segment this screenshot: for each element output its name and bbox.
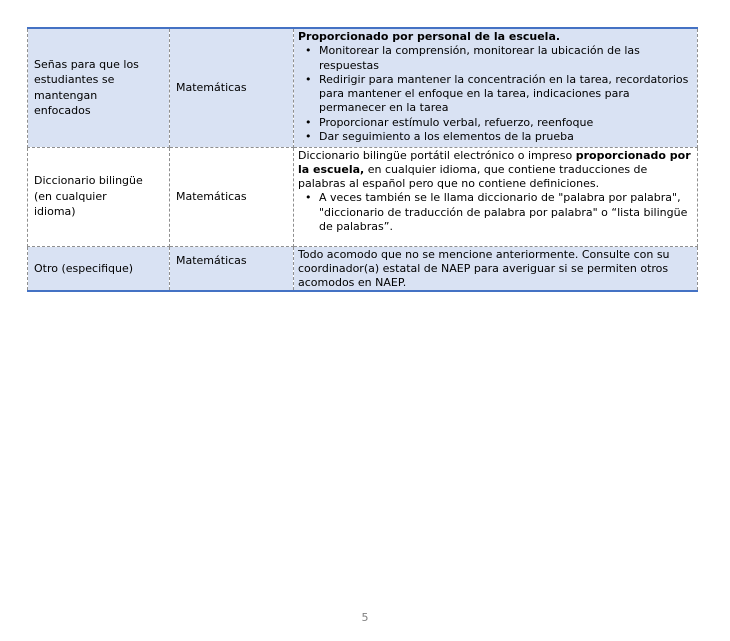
subject-label: Matemáticas [176, 190, 247, 203]
table-row [28, 28, 698, 147]
subject-cell [170, 147, 294, 246]
description-bold-text: proporcionado por la escuela, [298, 148, 691, 176]
bullet-item: • Redirigir para mantener la concentración en la tarea, recordatorios para mantener el enfoque en la tarea, indicaciones para permanecer en la tarea [298, 73, 693, 116]
accommodation-label: Diccionario bilingüe (en cualquier idioma) [34, 174, 143, 219]
page-number: 5 [361, 611, 369, 624]
accommodation-cell [28, 246, 170, 291]
bullet-item: • Monitorear la comprensión, monitorear la ubicación de las respuestas [298, 44, 693, 73]
description-cell [294, 28, 698, 147]
accommodation-cell [28, 28, 170, 147]
subject-cell [170, 28, 294, 147]
bullet-item: • Proporcionar estímulo verbal, refuerzo, reenfoque [298, 116, 693, 130]
description-text: en cualquier idioma, que contiene traducciones de palabras al español pero que no contiene definiciones. [298, 162, 648, 191]
subject-label: Matemáticas [176, 253, 247, 267]
accommodation-label: Otro (especifique) [34, 261, 134, 275]
description-paragraph: Todo acomodo que no se mencione anteriormente. Consulte con su coordinador(a) estatal de NAEP para averiguar si se permiten otros acomodos en NAEP. [298, 247, 670, 290]
subject-label: Matemáticas [176, 81, 247, 95]
accommodation-cell [28, 147, 170, 246]
description-text: Diccionario bilingüe portátil electrónico o impreso [298, 148, 576, 162]
bullet-item: • A veces también se le llama diccionario de "palabra por palabra", "diccionario de traducción de palabra por palabra" o “lista bilingüe de palabras”. [298, 191, 693, 234]
description-cell [294, 246, 698, 291]
subject-cell [170, 246, 294, 291]
accommodation-label: Señas para que los estudiantes se mantengan enfocados [34, 57, 139, 118]
description-paragraph [298, 149, 693, 192]
description-lead: Proporcionado por personal de la escuela. [298, 30, 561, 43]
bullet-list [298, 191, 693, 234]
table-row [28, 246, 698, 291]
description-cell [294, 147, 698, 246]
accommodations-table [27, 27, 698, 292]
table-row [28, 147, 698, 246]
bullet-list [298, 44, 693, 144]
bullet-item: • Dar seguimiento a los elementos de la prueba [298, 130, 693, 144]
